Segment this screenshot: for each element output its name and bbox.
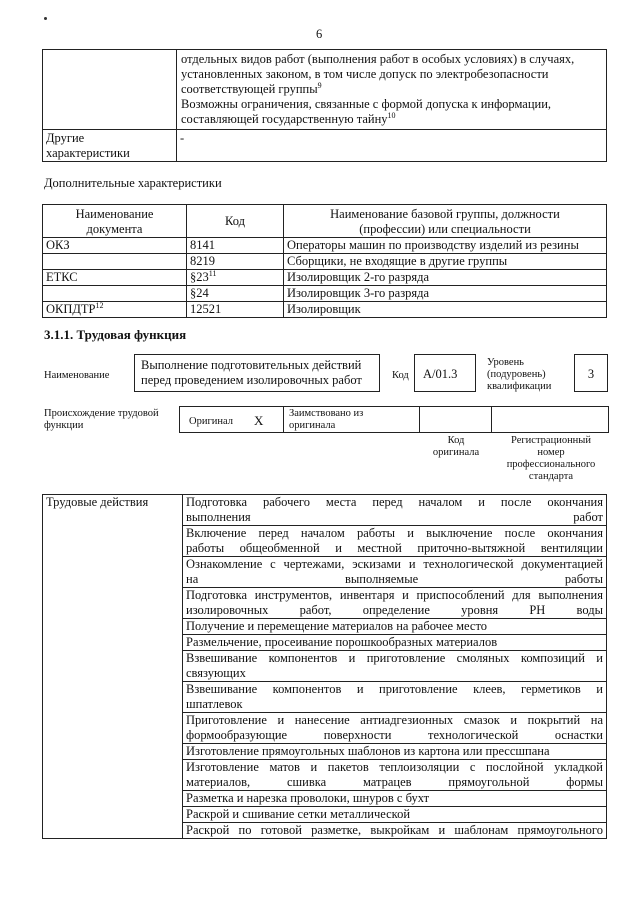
name-cell: Изолировщик — [284, 302, 607, 318]
doc-cell — [43, 286, 187, 302]
other-characteristics-value: - — [177, 130, 607, 162]
additional-characteristics-table — [42, 204, 607, 318]
original-cell — [180, 407, 284, 432]
footnote-ref: 11 — [208, 268, 217, 278]
code-cell: 8141 — [187, 238, 284, 254]
list-item: Получение и перемещение материалов на рабочее место — [183, 619, 607, 635]
list-item: Взвешивание компонентов и приготовление клеев, герметиков и шпатлевок — [183, 682, 607, 713]
table-row — [43, 238, 607, 254]
list-item: Разметка и нарезка проволоки, шнуров с бухт — [183, 791, 607, 807]
footnote-ref: 9 — [317, 80, 322, 90]
requirement-line: отдельных видов работ (выполнения работ в особых условиях) в случаях, — [181, 52, 575, 66]
name-label: Наименование — [44, 370, 110, 381]
list-item: Раскрой и сшивание сетки металлической — [183, 807, 607, 823]
function-code-box: A/01.3 — [414, 354, 476, 392]
original-code-caption: Код оригинала — [432, 435, 480, 458]
level-label: Уровень (подуровень) квалификации — [487, 357, 552, 392]
list-item: Подготовка инструментов, инвентаря и приспособлений для выполнения изолировочных работ, определение уровня РН воды — [183, 588, 607, 619]
doc-cell: ОКПДТР$^{12}$ — [43, 302, 187, 318]
restriction-line: составляющей государственную тайну$^{10}$ — [181, 110, 396, 126]
borrowed-cell: Заимствовано из оригинала — [284, 407, 420, 432]
name-header: Наименование базовой группы, должности (профессии) или специальности — [284, 205, 607, 238]
name-cell: Операторы машин по производству изделий из резины — [284, 238, 607, 254]
name-cell: Изолировщик 3-го разряда — [284, 286, 607, 302]
restriction-line: Возможны ограничения, связанные с формой допуска к информации, — [181, 97, 552, 111]
additional-characteristics-heading: Дополнительные характеристики — [44, 176, 222, 190]
list-item: Раскрой по готовой разметке, выкройкам и шаблонам прямоугольного — [183, 823, 607, 839]
list-item: Ознакомление с чертежами, эскизами и технологической документацией на выполняемые работы — [183, 557, 607, 588]
table-row — [43, 286, 607, 302]
list-item: Изготовление матов и пакетов теплоизоляции с послойной укладкой материалов, сшивка матрацев прямоугольной формы — [183, 760, 607, 791]
list-item: Включение перед началом работы и выключение после окончания работы общеобменной и местной приточно-вытяжной вентиляции — [183, 526, 607, 557]
footnote-ref: 12 — [95, 300, 104, 310]
code-cell: §24 — [187, 286, 284, 302]
doc-cell — [43, 254, 187, 270]
original-code-cell — [421, 407, 492, 432]
doc-cell: ЕТКС — [43, 270, 187, 286]
table-row — [43, 302, 607, 318]
labor-actions-label: Трудовые действия — [43, 495, 183, 839]
origin-grid — [179, 406, 609, 433]
doc-cell: ОКЗ — [43, 238, 187, 254]
table-row — [43, 254, 607, 270]
requirement-line: установленных законом, в том числе допуск по электробезопасности — [181, 67, 549, 81]
function-name-box: Выполнение подготовительных действий перед проведением изолировочных работ — [134, 354, 380, 392]
level-value-box: 3 — [574, 354, 608, 392]
code-cell: $\S 23^{11}$ — [187, 270, 284, 286]
table-row — [43, 270, 607, 286]
list-item: Взвешивание компонентов и приготовление смоляных композиций и связующих — [183, 651, 607, 682]
code-cell: 8219 — [187, 254, 284, 270]
code-cell: 12521 — [187, 302, 284, 318]
qualification-requirements-table — [42, 49, 607, 162]
empty-label-cell — [43, 50, 177, 130]
name-cell: Сборщики, не входящие в другие группы — [284, 254, 607, 270]
original-mark: X — [254, 413, 264, 428]
other-characteristics-label: Другие характеристики — [43, 130, 177, 162]
requirement-line: соответствующей группы$^9$ — [181, 80, 322, 96]
table-row — [43, 495, 607, 526]
code-label: Код — [392, 370, 409, 381]
labor-actions-table — [42, 494, 607, 839]
requirements-cell — [177, 50, 607, 130]
origin-label: Происхождение трудовой функции — [44, 408, 159, 431]
page-number: 6 — [316, 27, 323, 41]
registration-number-cell — [492, 407, 608, 432]
footnote-ref: 10 — [387, 110, 396, 120]
list-item: Размельчение, просеивание порошкообразных материалов — [183, 635, 607, 651]
list-item: Изготовление прямоугольных шаблонов из картона или прессшпана — [183, 744, 607, 760]
list-item: Подготовка рабочего места перед началом и после окончания выполнения работ — [183, 495, 607, 526]
name-cell: Изолировщик 2-го разряда — [284, 270, 607, 286]
scan-dot — [44, 17, 47, 20]
registration-number-caption: Регистрационный номер профессионального стандарта — [506, 435, 596, 482]
code-header: Код — [187, 205, 284, 238]
original-label: Оригинал — [189, 416, 233, 427]
doc-header: Наименование документа — [43, 205, 187, 238]
labor-function-heading: 3.1.1. Трудовая функция — [44, 327, 187, 342]
list-item: Приготовление и нанесение антиадгезионных смазок и покрытий на формообразующие поверхности технологической оснастки — [183, 713, 607, 744]
